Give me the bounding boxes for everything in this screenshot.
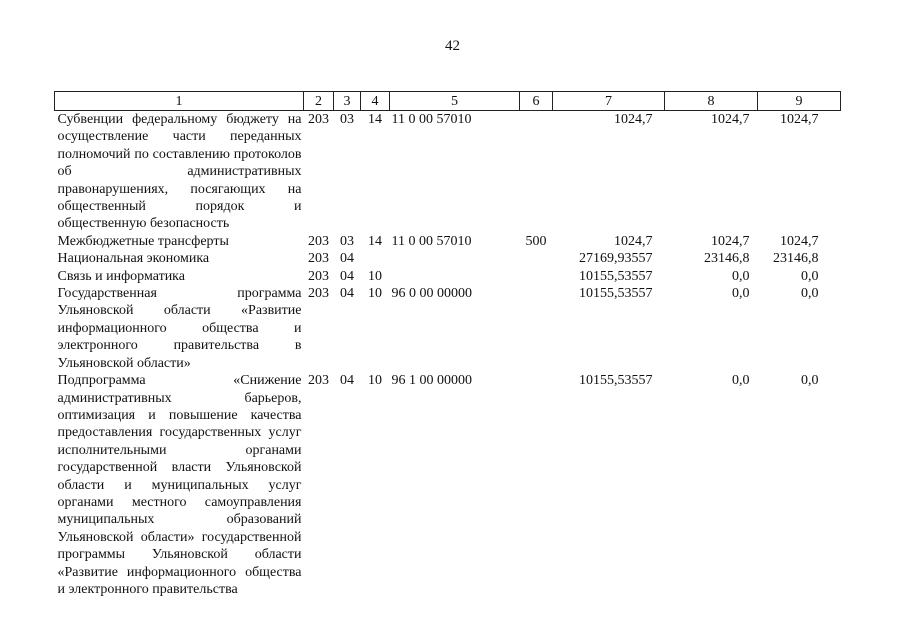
column-header-3: 3 [334,92,361,111]
table-body [55,111,841,599]
header-row [55,92,841,111]
sum-column-7: 1024,7 [614,233,653,249]
expense-type-code [520,285,553,372]
subsection-code: 10 [368,268,382,284]
section-code: 03 [340,112,354,127]
sum-column-7: 10155,53557 [579,286,653,302]
target-article-code: 96 1 00 00000 [391,373,472,389]
column-header-1: 1 [55,92,304,111]
sum-column-8: 23146,8 [704,251,750,267]
subsection-code: 10 [368,286,382,302]
expense-type-code: 500 [525,233,547,249]
sum-column-9: 1024,7 [780,112,819,127]
table-row [55,250,841,267]
column-header-5: 5 [390,92,520,111]
ministry-code: 203 [308,286,329,302]
expense-type-code [520,268,553,285]
ministry-code: 203 [308,373,329,389]
section-code: 03 [340,233,354,249]
section-code: 04 [340,286,354,302]
table-row [55,285,841,372]
column-header-7: 7 [553,92,665,111]
target-article-code: 11 0 00 57010 [391,233,472,249]
expense-type-code [520,111,553,233]
row-name: Государственная программа Ульяновской области «Развитие информационного общества и электронного правительства в Ульяновской области» [57,286,302,371]
row-name: Субвенции федеральному бюджету на осуществление части переданных полномочий по составлению протоколов об административных правонарушениях, посягающих на общественный порядок и общественную безопасность [57,112,302,232]
section-code: 04 [340,373,354,389]
sum-column-8: 0,0 [732,268,750,284]
sum-column-9: 1024,7 [780,233,819,249]
sum-column-9: 23146,8 [773,251,819,267]
sum-column-8: 1024,7 [711,112,750,127]
row-name: Связь и информатика [57,268,185,284]
table-row [55,372,841,598]
row-name: Национальная экономика [57,251,210,267]
subsection-code: 10 [368,373,382,389]
page-number: 42 [445,38,460,54]
sum-column-8: 0,0 [732,373,750,389]
section-code: 04 [340,268,354,284]
sum-column-9: 0,0 [801,268,819,284]
row-name: Межбюджетные трансферты [57,233,229,249]
column-header-2: 2 [304,92,334,111]
sum-column-8: 1024,7 [711,233,750,249]
table-row [55,268,841,285]
column-header-9: 9 [758,92,841,111]
sum-column-9: 0,0 [801,373,819,389]
column-header-6: 6 [520,92,553,111]
ministry-code: 203 [308,233,329,249]
section-code: 04 [340,251,354,267]
expense-type-code [520,372,553,598]
subsection-code: 14 [368,233,382,249]
target-article-code [390,250,520,267]
sum-column-7: 10155,53557 [579,268,653,284]
table-row [55,111,841,233]
expense-type-code [520,250,553,267]
column-header-8: 8 [665,92,758,111]
target-article-code [390,268,520,285]
sum-column-8: 0,0 [732,286,750,302]
target-article-code: 11 0 00 57010 [391,112,472,127]
subsection-code: 14 [368,112,382,127]
sum-column-9: 0,0 [801,286,819,302]
ministry-code: 203 [308,251,329,267]
table-row [55,233,841,250]
sum-column-7: 10155,53557 [579,373,653,389]
sum-column-7: 27169,93557 [579,251,653,267]
column-header-4: 4 [361,92,390,111]
sum-column-7: 1024,7 [614,112,653,127]
budget-table [54,91,841,598]
row-name: Подпрограмма «Снижение административных барьеров, оптимизация и повышение качества предоставления государственных услуг исполнительными органами государственной власти Ульяновской области и муниципальных услуг органами местного самоуправления муниципальных образований Ульяновской области» государственной программы Ульяновской области «Развитие информационного общества и электронного правительства [57,373,302,597]
ministry-code: 203 [308,112,329,127]
target-article-code: 96 0 00 00000 [391,286,472,302]
subsection-code [361,250,390,267]
table-header [55,92,841,111]
ministry-code: 203 [308,268,329,284]
